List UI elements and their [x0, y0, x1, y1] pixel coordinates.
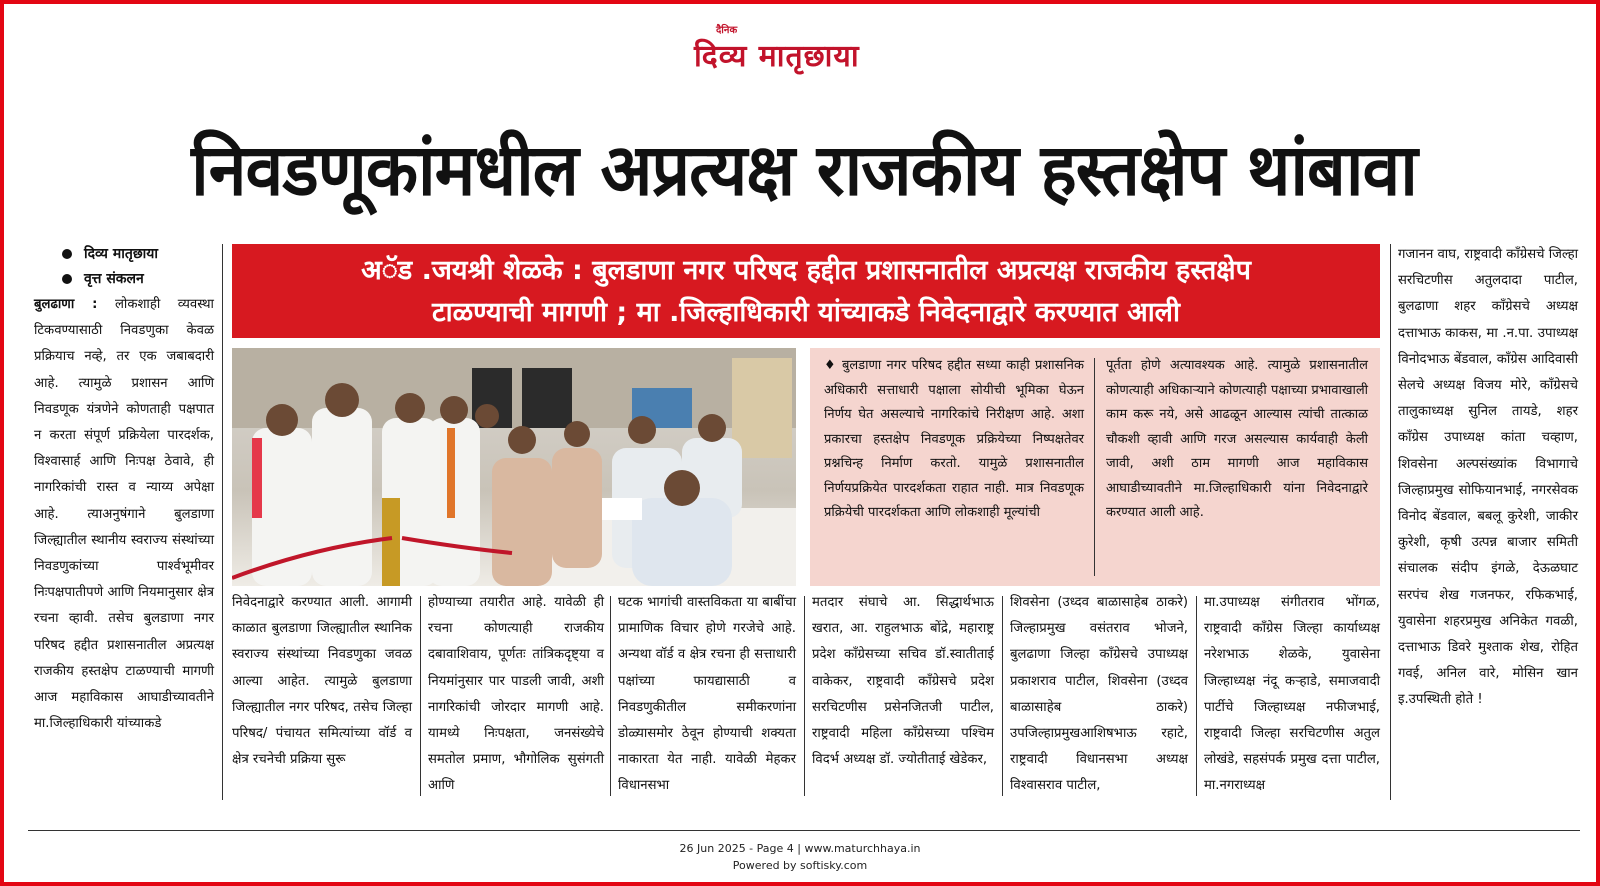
article-column-8: गजानन वाघ, राष्ट्रवादी काँग्रेसचे जिल्हा सरचिटणीस अतुलदादा पाटील, बुलढाणा शहर काँग्रेसचे अध्यक्ष दत्ताभाऊ काकस, मा .न.पा. उपाध्यक्ष विनोदभाऊ बेंडवाल, काँग्रेस आदिवासी सेलचे अध्यक्ष विजय मोरे, काँग्रेसचे तालुकाध्यक्ष सुनिल तायडे, शहर काँग्रेस उपाध्यक्ष कांता चव्हाण, शिवसेना अल्पसंख्यांक विभागाचे जिल्हाप्रमुख सोफियानभाई, नगरसेवक विनोद बेंडवाल, बबलू कुरेशी, जाकीर कुरेशी, कृषी उत्पन्न बाजार समिती संचालक संदीप इंगळे, देऊळघाट सरपंच शेख गजनफर, रफिकभाई, युवासेना शहरप्रमुख अनिकेत गवळी, दत्ताभाऊ डिवरे मुश्ताक शेख, रोहित गवई, अनिल वारे, मोसिन खान इ.उपस्थिती होते ! [1398, 247, 1579, 708]
column-divider [420, 596, 421, 796]
column-divider [1002, 596, 1003, 796]
news-photo [232, 348, 796, 586]
byline-item: वृत्त संकलन [62, 269, 158, 288]
highlight-divider [1094, 358, 1095, 576]
article-column-4: घटक भागांची वास्तविकता या बाबींचा प्रामाणिक विचार होणे गरजेचे आहे. अन्यथा वॉर्ड व क्षेत्र रचना ही सत्ताधारी पक्षांच्या फायद्यासाठी व निवडणुकीतील समीकरणांना डोळ्यासमोर ठेवून होण्याची शक्यता नाकारता येत नाही. यावेळी मेहकर विधानसभा [618, 595, 796, 794]
footer-divider [28, 830, 1580, 831]
footer-powered-by: Powered by softisky.com [732, 859, 868, 872]
photo-illustration [232, 348, 796, 586]
column-divider [1196, 596, 1197, 796]
article-column-5: मतदार संघाचे आ. सिद्धार्थभाऊ खरात, आ. राहुलभाऊ बोंद्रे, महाराष्ट्र प्रदेश काँग्रेसच्या सचिव डॉ.स्वातीताई वाकेकर, राष्ट्रवादी काँग्रेसचे प्रदेश सरचिटणीस प्रसेनजितजी पाटील, राष्ट्रवादी महिला काँग्रेसच्या पश्चिम विदर्भ अध्यक्ष डॉ. ज्योतीताई खेडेकर, [812, 595, 994, 768]
masthead-small-label: दैनिक [716, 25, 738, 36]
highlight-box [810, 348, 1380, 586]
article-column-1 [34, 292, 214, 792]
column-divider [610, 596, 611, 796]
article-column-2: निवेदनाद्वारे करण्यात आली. आगामी काळात बुलडाणा जिल्ह्यातील स्थानिक स्वराज्य संस्थांच्या निवडणुका जवळ आल्या आहेत. त्यामुळे बुलडाणा जिल्ह्यातील नगर परिषद, तसेच जिल्हा परिषद/ पंचायत समित्यांच्या वॉर्ड व क्षेत्र रचनेची प्रक्रिया सुरू [232, 595, 412, 768]
article-column-7: मा.उपाध्यक्ष संगीतराव भोंगळ, राष्ट्रवादी काँग्रेस जिल्हा कार्याध्यक्ष नरेशभाऊ शेळके, युवासेना जिल्हाध्यक्ष नंदू कऱ्हाडे, समाजवादी पार्टीचे जिल्हाध्यक्ष नफीजभाई, राष्ट्रवादी जिल्हा सरचिटणीस अतुल लोखंडे, सहसंपर्क प्रमुख दत्ता पाटील, मा.नगराध्यक्ष [1204, 595, 1380, 794]
article-column-3: होण्याच्या तयारीत आहे. यावेळी ही रचना कोणत्याही राजकीय दबावाशिवाय, पूर्णतः तांत्रिकदृष्ट्या व नियमांनुसार पार पाडली जावी, अशी नागरिकांची जोरदार मागणी आहे. यामध्ये निःपक्षता, जनसंख्येचे समतोल प्रमाण, भौगोलिक सुसंगती आणि [428, 595, 604, 794]
dateline: बुलढाणा : [34, 297, 98, 312]
subheadline-banner [232, 244, 1380, 338]
footer-date-url: 26 Jun 2025 - Page 4 | www.maturchhaya.in [679, 842, 921, 855]
banner-line-1: अॅड .जयश्री शेळके : बुलडाणा नगर परिषद हद्दीत प्रशासनातील अप्रत्यक्ष राजकीय हस्तक्षेप [361, 255, 1251, 286]
banner-line-2: टाळण्याची मागणी ; मा .जिल्हाधिकारी यांच्याकडे निवेदनाद्वारे करण्यात आली [432, 297, 1180, 328]
article-column-6: शिवसेना (उध्दव बाळासाहेब ठाकरे) जिल्हाप्रमुख वसंतराव भोजने, बुलढाणा जिल्हा काँग्रेसचे उपाध्यक्ष प्रकाशराव पाटील, शिवसेना (उध्दव बाळासाहेब ठाकरे) उपजिल्हाप्रमुखआशिषभाऊ रहाटे, राष्ट्रवादी विधानसभा अध्यक्ष विश्वासराव पाटील, [1010, 595, 1188, 794]
page-footer [4, 840, 1596, 874]
highlight-text-right: पूर्तता होणे अत्यावश्यक आहे. त्यामुळे प्रशासनातील कोणत्याही अधिकाऱ्याने कोणत्याही पक्षाच्या प्रभावाखाली काम करू नये, असे आढळून आल्यास त्यांची तात्काळ चौकशी व्हावी आणि गरज असल्यास कार्यवाही केली जावी, अशी ठाम मागणी आज महाविकास आघाडीच्यावतीने मा.जिल्हाधिकारी यांना निवेदनाद्वारे करण्यात आली आहे. [1106, 358, 1368, 520]
byline-list [62, 244, 158, 294]
headline: निवडणूकांमधील अप्रत्यक्ष राजकीय हस्तक्षेप थांबावा [191, 129, 1417, 213]
column-text: लोकशाही व्यवस्था टिकवण्यासाठी निवडणुका केवळ प्रक्रियाच नव्हे, तर एक जबाबदारी आहे. त्यामुळे प्रशासन आणि निवडणूक यंत्रणेने कोणताही पक्षपात न करता संपूर्ण प्रक्रियेला पारदर्शक, विश्वासार्ह आणि निःपक्ष ठेवावे, ही नागरिकांची रास्त व न्याय्य अपेक्षा आहे. त्याअनुषंगाने बुलडाणा जिल्ह्यातील स्थानीय स्वराज्य संस्थांच्या निवडणुकांच्या पार्श्वभूमीवर निःपक्षपातीपणे आणि नियमानुसार क्षेत्र रचना व्हावी. तसेच बुलडाणा नगर परिषद हद्दीत प्रशासनातील अप्रत्यक्ष राजकीय हस्तक्षेप टाळण्याची मागणी आज महाविकास आघाडीच्यावतीने मा.जिल्हाधिकारी यांच्याकडे [34, 297, 214, 732]
byline-item: दिव्य मातृछाया [62, 244, 158, 263]
highlight-text-left: ♦ बुलडाणा नगर परिषद हद्दीत सध्या काही प्रशासनिक अधिकारी सत्ताधारी पक्षाला सोयीची भूमिका घेऊन निर्णय घेत असल्याचे नागरिकांचे निरीक्षण आहे. अशा प्रकारचा हस्तक्षेप निवडणूक प्रक्रियेच्या निष्पक्षतेवर प्रश्नचिन्ह निर्माण करतो. यामुळे प्रशासनातील निर्णयप्रक्रियेत पारदर्शकता राहात नाही. मात्र निवडणूक प्रक्रियेची पारदर्शकता आणि लोकशाही मूल्यांची [824, 358, 1084, 520]
column-divider [804, 596, 805, 796]
column-divider [1390, 244, 1391, 800]
column-divider [222, 244, 223, 800]
newspaper-logo: दिव्य मातृछाया [694, 39, 860, 74]
